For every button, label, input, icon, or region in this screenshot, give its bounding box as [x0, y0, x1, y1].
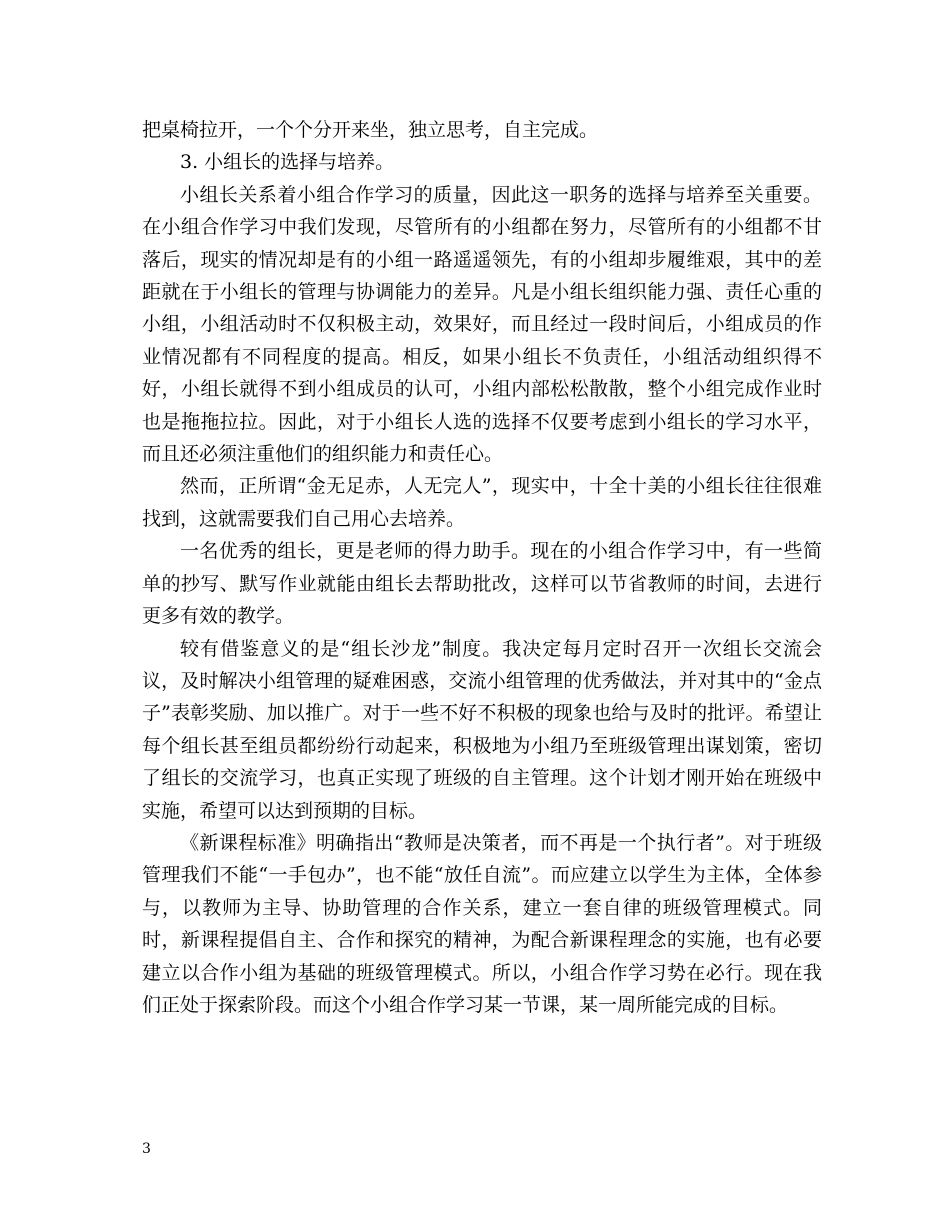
paragraph: 然而，正所谓“金无足赤，人无完人”，现实中，十全十美的小组长往往很难找到，这就需要我们自己用心去培养。	[142, 475, 822, 530]
section-heading: 3. 小组长的选择与培养。	[180, 151, 395, 174]
paragraph: 《新课程标准》明确指出“教师是决策者，而不再是一个执行者”。对于班级管理我们不能“一手包办”，也不能“放任自流”。而应建立以学生为主体，全体参与，以教师为主导、协助管理的合作关系，建立一套自律的班级管理模式。同时，新课程提倡自主、合作和探究的精神，为配合新课程理念的实施，也有必要建立以合作小组为基础的班级管理模式。所以，小组合作学习势在必行。现在我们正处于探索阶段。而这个小组合作学习某一节课，某一周所能完成的目标。	[142, 831, 822, 1016]
paragraph-continuation: 把桌椅拉开，一个个分开来坐，独立思考，自主完成。	[142, 119, 599, 141]
paragraph: 小组长关系着小组合作学习的质量，因此这一职务的选择与培养至关重要。在小组合作学习中我们发现，尽管所有的小组都在努力，尽管所有的小组都不甘落后，现实的情况却是有的小组一路遥遥领先，有的小组却步履维艰，其中的差距就在于小组长的管理与协调能力的差异。凡是小组长组织能力强、责任心重的小组，小组活动时不仅积极主动，效果好，而且经过一段时间后，小组成员的作业情况都有不同程度的提高。相反，如果小组长不负责任，小组活动组织得不好，小组长就得不到小组成员的认可，小组内部松松散散，整个小组完成作业时也是拖拖拉拉。因此，对于小组长人选的选择不仅要考虑到小组长的学习水平，而且还必须注重他们的组织能力和责任心。	[142, 183, 822, 466]
page-number: 3	[142, 1141, 151, 1157]
document-body	[142, 114, 822, 1021]
paragraph: 一名优秀的组长，更是老师的得力助手。现在的小组合作学习中，有一些简单的抄写、默写作业就能由组长去帮助批改，这样可以节省教师的时间，去进行更多有效的教学。	[142, 540, 822, 628]
paragraph: 较有借鉴意义的是“组长沙龙”制度。我决定每月定时召开一次组长交流会议，及时解决小组管理的疑难困惑，交流小组管理的优秀做法，并对其中的“金点子”表彰奖励、加以推广。对于一些不好不积极的现象也给与及时的批评。希望让每个组长甚至组员都纷纷行动起来，积极地为小组乃至班级管理出谋划策，密切了组长的交流学习，也真正实现了班级的自主管理。这个计划才刚开始在班级中实施，希望可以达到预期的目标。	[142, 637, 822, 822]
